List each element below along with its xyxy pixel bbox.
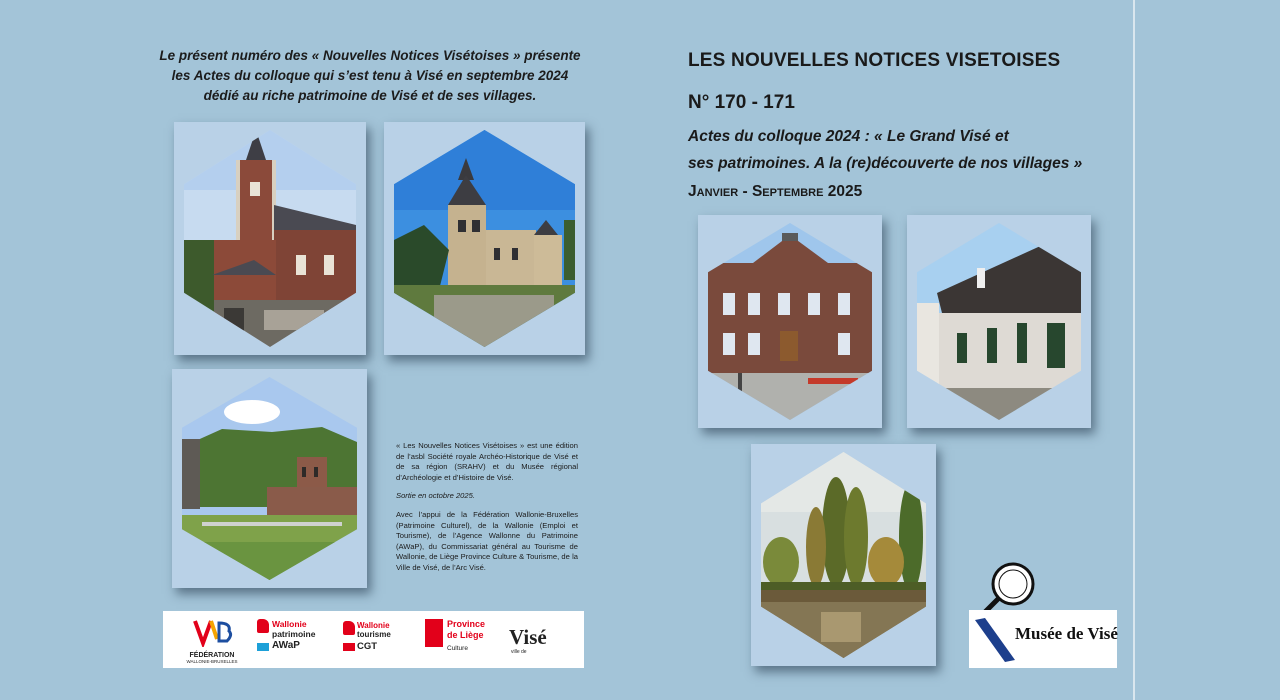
awap-line2: patrimoine	[272, 629, 316, 639]
cover-date: Janvier - Septembre 2025	[688, 183, 863, 200]
awap-line3: AWaP	[272, 640, 300, 651]
photo-card-industrial	[172, 369, 367, 588]
intro-line-3: dédié au riche patrimoine de Visé et de ses villages.	[203, 88, 537, 103]
colophon	[396, 441, 578, 582]
cgt-line1: Wallonie	[357, 621, 390, 630]
cover-title: LES NOUVELLES NOTICES VISETOISES	[688, 50, 1061, 71]
logo-wallonie-tourisme	[341, 617, 407, 663]
musee-stripe-icon	[969, 610, 1019, 668]
cgt-line2: tourisme	[357, 630, 391, 639]
vise-small: ville de	[511, 649, 527, 655]
photo-card-river	[751, 444, 936, 666]
fwb-icon	[181, 617, 243, 647]
photo-card-houses	[907, 215, 1091, 428]
photo-card-castle	[384, 122, 585, 355]
logo-province-de-liege	[425, 617, 491, 663]
intro-line-1: Le présent numéro des « Nouvelles Notices Visétoises » présente	[159, 48, 581, 63]
musee-label-box	[969, 610, 1117, 668]
logo-wallonie-patrimoine	[255, 617, 327, 663]
photo-card-townhall	[698, 215, 882, 428]
cover-subtitle-line1: Actes du colloque 2024 : « Le Grand Visé et	[688, 128, 1009, 145]
wallonie-rooster-icon	[257, 619, 269, 633]
church-photo	[184, 130, 356, 347]
fwb-sublabel: WALLONIE-BRUXELLES	[186, 659, 238, 664]
spine-fold	[1133, 0, 1135, 700]
liege-perron-icon	[425, 619, 443, 647]
logo-federation-wallonie-bruxelles	[181, 617, 243, 663]
musee-label: Musée de Visé	[1015, 624, 1118, 643]
fwb-label: FÉDÉRATION	[189, 652, 235, 659]
musee-de-vise-logo	[969, 562, 1117, 668]
cgt-line3: CGT	[357, 641, 378, 652]
castle-photo	[394, 130, 575, 347]
awap-line1: Wallonie	[272, 619, 307, 629]
houses-photo	[917, 223, 1081, 420]
tourisme-rooster-icon	[343, 621, 355, 635]
cover-subtitle-line2: ses patrimoines. A la (re)découverte de nos villages »	[688, 155, 1083, 172]
magnifier-seal-icon	[975, 562, 1045, 614]
photo-card-church	[174, 122, 366, 355]
intro-line-2: les Actes du colloque qui s’est tenu à Visé en septembre 2024	[171, 68, 569, 83]
river-photo	[761, 452, 926, 658]
back-cover-intro	[150, 46, 590, 106]
townhall-photo	[708, 223, 872, 420]
industrial-photo	[182, 377, 357, 580]
liege-line3: Culture	[447, 645, 468, 652]
liege-line2: de Liège	[447, 630, 484, 640]
colophon-release: Sortie en octobre 2025.	[396, 491, 475, 501]
liege-line1: Province	[447, 619, 486, 629]
cgt-red-icon	[343, 643, 355, 651]
vise-wordmark: Visé	[509, 625, 547, 649]
awap-blue-icon	[257, 643, 269, 651]
colophon-support: Avec l’appui de la Fédération Wallonie-Bruxelles (Patrimoine Culturel), de la Wallonie (Emploi et Tourisme), de l’Agence Wallonne du Patrimoine (AWaP), du Commissariat général au Tourisme de Wallonie, de Liège Province Culture & Tourisme, de la Ville de Visé, de l’Arc Visé.	[396, 509, 578, 572]
logo-ville-de-vise	[507, 617, 569, 663]
sponsor-logos	[163, 611, 584, 668]
colophon-publisher: « Les Nouvelles Notices Visétoises » est une édition de l’asbl Société royale Archéo-Historique de Visé et de sa région (SRAHV) et du Musée régional d’Archéologie et d’Histoire de Visé.	[396, 441, 578, 482]
cover-number: N° 170 - 171	[688, 92, 795, 113]
